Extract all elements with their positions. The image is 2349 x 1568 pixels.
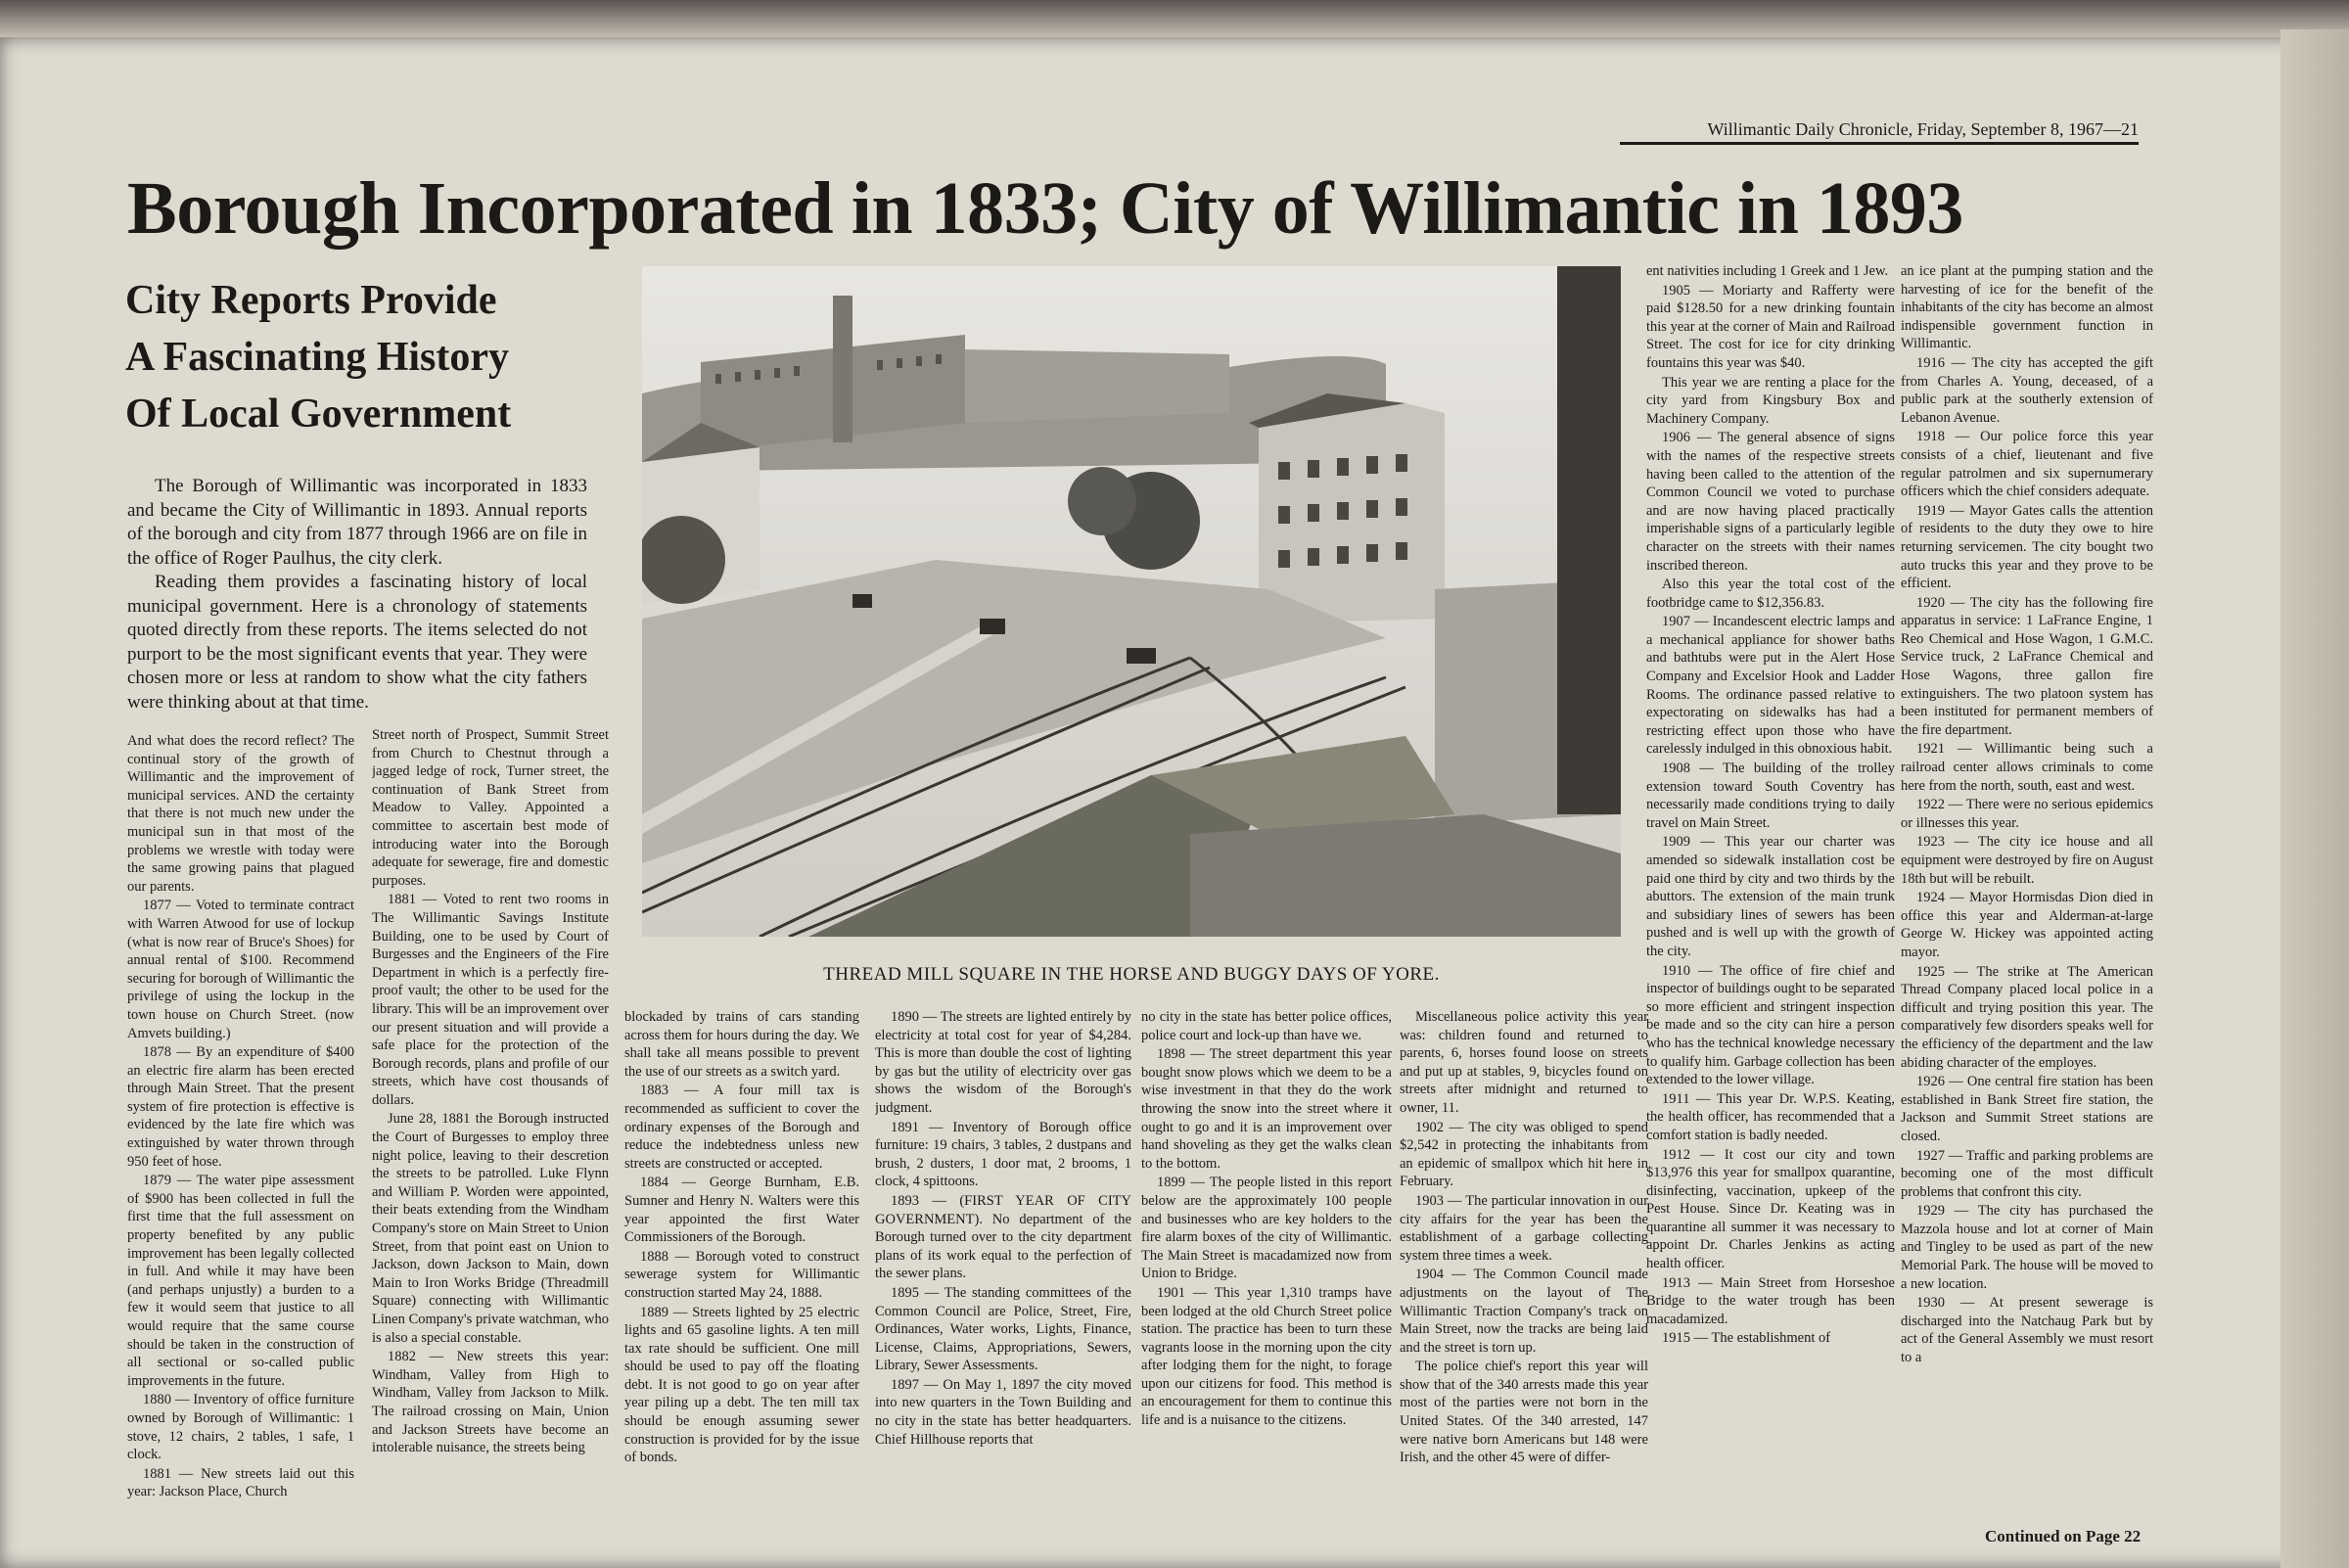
paragraph: 1911 — This year Dr. W.P.S. Keating, the health officer, has recommended that a comfort station is badly needed. bbox=[1646, 1090, 1895, 1143]
paragraph: 1895 — The standing committees of the Common Council are Police, Street, Fire, Ordinances, Water works, Lights, Finance, License, Claims, Appropriations, Sewers, Library, Sewer Assessments. bbox=[875, 1284, 1131, 1374]
paragraph: 1903 — The particular innovation in our city affairs for the year has been the establishment of a garbage collecting system three times a week. bbox=[1400, 1192, 1648, 1264]
paragraph: 1878 — By an expenditure of $400 an electric fire alarm has been erected through Main Street. That the present system of fire protection is effective is evidenced by the late fire which was extinguished by water thrown through 950 feet of hose. bbox=[127, 1044, 354, 1170]
paragraph: 1921 — Willimantic being such a railroad center allows criminals to come here from the north, south, east and west. bbox=[1901, 741, 2153, 794]
paragraph: 1901 — This year 1,310 tramps have been lodged at the old Church Street police station. The practice has been to turn these vagrants loose in the morning upon the city after lodging them for the night, to forage upon our citizens for food. This method is an encouragement for them to continue this life and is a nuisance to the citizens. bbox=[1141, 1284, 1392, 1429]
paragraph: 1929 — The city has purchased the Mazzola house and lot at corner of Main and Tingley to be used as part of the new Memorial Park. The house will be moved to a new location. bbox=[1901, 1203, 2153, 1292]
paragraph: 1905 — Moriarty and Rafferty were paid $128.50 for a new drinking fountain this year at the corner of Main and Railroad Street. The cost for ice for city drinking fountains this year was $40. bbox=[1646, 282, 1895, 371]
paragraph: Also this year the total cost of the footbridge came to $12,356.83. bbox=[1646, 576, 1895, 611]
paragraph: The police chief's report this year will show that of the 340 arrests made this year most of the parties were not born in the United States. Of the 340 arrested, 147 were native born Americans but 148 were Irish, and the other 45 were of differ- bbox=[1400, 1359, 1648, 1466]
paragraph: June 28, 1881 the Borough instructed the Court of Burgesses to employ three night police, leaving to their descretion the streets to be patrolled. Luke Flynn and William P. Worden were appointed, their beats extending from the Windham Company's store on Main Street to Union Street, from that point east on Union to Jackson, down Jackson to Main, down Main to Iron Works Bridge (Threadmill Square) connecting with Willimantic Linen Company's private watchman, who is also a special constable. bbox=[372, 1111, 609, 1346]
paragraph: 1924 — Mayor Hormisdas Dion died in office this year and Alderman-at-large George W. Hickey was appointed acting mayor. bbox=[1901, 890, 2153, 960]
paragraph: an ice plant at the pumping station and the harvesting of ice for the benefit of the inhabitants of the city has become an almost indispensible government function in Willimantic. bbox=[1901, 263, 2153, 352]
paragraph: 1910 — The office of fire chief and inspector of buildings ought to be separated so more efficient and stringent inspection be made and so the city can hire a person who has the technical knowledge necessary to qualify him. Garbage collection has been extended to the lower village. bbox=[1646, 962, 1895, 1088]
paragraph: 1913 — Main Street from Horseshoe Bridge to the water trough has been macadamized. bbox=[1646, 1274, 1895, 1327]
intro-paragraph-1: The Borough of Willimantic was incorporated in 1833 and became the City of Willimantic in 1893. Annual reports of the borough and city from 1877 through 1966 are on file in the office of Roger Paulhus, the city clerk. bbox=[127, 476, 587, 569]
paragraph: 1899 — The people listed in this report below are the approximately 100 people and businesses who are key holders to the fire alarm boxes of the city of Willimantic. The Main Street is macadamized now from Union to Bridge. bbox=[1141, 1175, 1392, 1282]
paragraph: 1889 — Streets lighted by 25 electric lights and 65 gasoline lights. A ten mill tax rate should be sufficient. One mill should be used to pay off the floating debt. It is not good to go on year after year piling up a debt. The ten mill tax should be enough assuming sewer construction is provided for by the issue of bonds. bbox=[624, 1304, 859, 1466]
paragraph: 1920 — The city has the following fire apparatus in service: 1 LaFrance Engine, 1 Reo Chemical and Hose Wagon, 1 G.M.C. Service truck, 2 LaFrance Chemical and Hose Wagons, three gallon fire extinguishers. The two platoon system has been instituted for permanent members of the fire department. bbox=[1901, 594, 2153, 738]
paragraph: 1904 — The Common Council made adjustments on the layout of The Willimantic Traction Company's track on Main Street, now the tracks are being laid and the street is torn up. bbox=[1400, 1267, 1648, 1356]
paragraph: 1907 — Incandescent electric lamps and a mechanical appliance for shower baths and bathtubs were put in the Alert Hose Company and Excelsior Hook and Ladder Rooms. The ordinance passed relative to expectorating on sidewalks has had a restricting effect upon those who have carelessly indulged in this obnoxious habit. bbox=[1646, 614, 1895, 758]
paragraph: 1916 — The city has accepted the gift from Charles A. Young, deceased, of a public park at the southerly extension of Lebanon Avenue. bbox=[1901, 354, 2153, 426]
paragraph: 1884 — George Burnham, E.B. Sumner and Henry N. Walters were this year appointed the first Water Commissioners of the Borough. bbox=[624, 1175, 859, 1246]
paragraph: 1890 — The streets are lighted entirely by electricity at total cost for year of $4,284. This is more than double the cost of lighting by gas but the utility of electricity over gas shows the wisdom of the Borough's judgment. bbox=[875, 1009, 1131, 1116]
photo-caption: THREAD MILL SQUARE IN THE HORSE AND BUGGY DAYS OF YORE. bbox=[823, 964, 1440, 985]
paragraph: 1923 — The city ice house and all equipment were destroyed by fire on August 18th but will be rebuilt. bbox=[1901, 834, 2153, 887]
paragraph: 1883 — A four mill tax is recommended as sufficient to cover the ordinary expenses of the Borough and reduce the indebtedness unless new streets are constructed or accepted. bbox=[624, 1083, 859, 1172]
headline: Borough Incorporated in 1833; City of Willimantic in 1893 bbox=[127, 167, 1963, 250]
paragraph: 1915 — The establishment of bbox=[1662, 1330, 1831, 1347]
paragraph: 1881 — Voted to rent two rooms in The Willimantic Savings Institute Building, one to be used by Court of Burgesses and the Engineers of the Fire Department in which is a perfectly fire-proof vault; the other to be used for the library. This will be an improvement over our present situation and will provide a safe place for the protection of the Borough records, plans and profile of our streets, which have cost thousands of dollars. bbox=[372, 892, 609, 1108]
article-column-3 bbox=[624, 1008, 859, 1515]
paragraph: 1902 — The city was obliged to spend $2,542 in protecting the inhabitants from an epidemic of smallpox which hit here in February. bbox=[1400, 1119, 1648, 1190]
paragraph: 1906 — The general absence of signs with the names of the respective streets having been called to the attention of the Common Council we voted to purchase and are now having placed practically imperishable signs of a particularly legible character on the streets with their names inscribed thereon. bbox=[1646, 430, 1895, 574]
paragraph: 1888 — Borough voted to construct sewerage system for Willimantic construction started May 24, 1888. bbox=[624, 1248, 859, 1301]
article-column-8 bbox=[1901, 262, 2153, 1517]
subhead-line-2: A Fascinating History bbox=[125, 335, 510, 380]
subhead-line-3: Of Local Government bbox=[125, 392, 512, 437]
paragraph: Street north of Prospect, Summit Street from Church to Chestnut through a jagged ledge of rock, Turner street, the continuation of Bank Street from Meadow to Valley. Appointed a committee to ascertain best mode of introducing water into the Borough adequate for sewerage, fire and domestic purposes. bbox=[372, 727, 609, 889]
intro-paragraph-2: Reading them provides a fascinating history of local municipal government. Here is a chronology of statements quoted directly from these reports. The items selected do not purport to be the most significant events that year. They were chosen more or less at random to show what the city fathers were thinking about at that time. bbox=[127, 572, 587, 713]
paragraph: blockaded by trains of cars standing across them for hours during the day. We shall take all means possible to prevent the use of our streets as a switch yard. bbox=[624, 1009, 859, 1080]
paragraph: 1897 — On May 1, 1897 the city moved into new quarters in the Town Building and no city in the state has better headquarters. Chief Hillhouse reports that bbox=[875, 1376, 1131, 1448]
paragraph: 1891 — Inventory of Borough office furniture: 19 chairs, 3 tables, 2 dustpans and brush, 2 dusters, 1 door mat, 2 brooms, 1 clock, 4 spittoons. bbox=[875, 1119, 1131, 1190]
paragraph: Miscellaneous police activity this year was: children found and returned to parents, 6, horses found loose on streets and put up at stables, 9, bicycles found on streets after midnight and returned to owner, 11. bbox=[1400, 1009, 1648, 1116]
paragraph: 1898 — The street department this year bought snow plows which we deem to be a wise investment in that they do the work throwing the snow into the street where it ought to go and it is an improvement over hand shoveling as they get the walks clean to the bottom. bbox=[1141, 1046, 1392, 1172]
article-column-4 bbox=[875, 1008, 1131, 1515]
paragraph: 1927 — Traffic and parking problems are becoming one of the most difficult problems that confront this city. bbox=[1901, 1147, 2153, 1200]
paragraph: 1909 — This year our charter was amended so sidewalk installation cost be paid one third by city and two thirds by the abuttors. The extension of the main trunk and subsidiary lines of sewers has been pushed and is well up with the growth of the city. bbox=[1646, 834, 1895, 959]
continued-notice: Continued on Page 22 bbox=[1985, 1527, 2142, 1545]
paragraph: 1877 — Voted to terminate contract with Warren Atwood for use of lockup (what is now rear of Bruce's Shoes) for annual rental of $100. Recommend securing for borough of Willimantic the privilege of using the lockup in the town house on Church Street. (now Amvets building.) bbox=[127, 898, 354, 1041]
adjacent-page-edge bbox=[2280, 29, 2349, 1568]
article-column-5 bbox=[1141, 1008, 1392, 1515]
paragraph: 1918 — Our police force this year consists of a chief, lieutenant and five regular patrolmen and six supernumerary officers which the chief considers adequate. bbox=[1901, 429, 2153, 500]
paragraph: 1925 — The strike at The American Thread Company placed local police in a difficult and trying position this year. The comparatively few disorders speaks well for the efficiency of the department and the law abiding character of the employes. bbox=[1901, 963, 2153, 1071]
paragraph: 1912 — It cost our city and town $13,976 this year for smallpox quarantine, disinfecting, vaccination, upkeep of the Pest House. Since Dr. Keating was in quarantine all summer it was necessary to appoint Dr. Charles Jenkins as acting health officer. bbox=[1646, 1146, 1895, 1272]
historic-photo bbox=[642, 266, 1621, 937]
paragraph: 1879 — The water pipe assessment of $900 has been collected in full the first time that the full assessment on property benefited by any public improvement has been legally collected in full. And while it may have been (and perhaps unjustly) a burden to a few it would seem that justice to all would require that the same course should be taken in the construction of all sectional or so-called public improvements in the future. bbox=[127, 1173, 354, 1389]
paragraph: 1930 — At present sewerage is discharged into the Natchaug Park but by act of the General Assembly we must resort to a bbox=[1901, 1295, 2153, 1366]
thread-mill-square-photo bbox=[642, 266, 1621, 937]
article-column-7 bbox=[1646, 262, 1895, 1525]
paragraph: This year we are renting a place for the city yard from Kingsbury Box and Machinery Company. bbox=[1646, 374, 1895, 427]
paragraph: 1926 — One central fire station has been established in Bank Street fire station, the Jackson and Summit Street stations are closed. bbox=[1901, 1074, 2153, 1144]
subhead bbox=[125, 272, 634, 442]
subhead-line-1: City Reports Provide bbox=[125, 278, 497, 323]
paragraph: 1882 — New streets this year: Windham, Valley from High to Windham, Valley from Jackson to Milk. The railroad crossing on Main, Union and Jackson Streets have become an intolerable nuisance, the streets being bbox=[372, 1349, 609, 1456]
paragraph: 1919 — Mayor Gates calls the attention of residents to the duty they owe to hire returning servicemen. The city bought two auto trucks this year and they prove to be efficient. bbox=[1901, 502, 2153, 592]
paragraph: 1880 — Inventory of office furniture owned by Borough of Willimantic: 1 stove, 12 chairs, 2 tables, 1 safe, 1 clock. bbox=[127, 1392, 354, 1463]
paragraph: ent nativities including 1 Greek and 1 Jew. bbox=[1646, 263, 1889, 279]
intro-text bbox=[127, 475, 587, 715]
paragraph: 1908 — The building of the trolley extension toward South Coventry has necessarily made conditions trying to daily travel on Main Street. bbox=[1646, 761, 1895, 831]
article-column-6 bbox=[1400, 1008, 1648, 1515]
article-column-2 bbox=[372, 726, 609, 1515]
paragraph: 1893 — (FIRST YEAR OF CITY GOVERNMENT). No department of the Borough turned over to the city department plans of its work equal to the perfection of the sewer plans. bbox=[875, 1192, 1131, 1282]
article-column-1 bbox=[127, 732, 354, 1515]
paragraph: no city in the state has better police offices, police court and lock-up than have we. bbox=[1141, 1009, 1392, 1043]
paragraph: And what does the record reflect? The continual story of the growth of Willimantic and the improvement of municipal services. AND the certainty that there is not much new under the municipal sun in that most of the problems we wrestle with today were the same growing pains that plagued our parents. bbox=[127, 733, 354, 895]
paragraph: 1881 — New streets laid out this year: Jackson Place, Church bbox=[127, 1465, 354, 1500]
dateline: Willimantic Daily Chronicle, Friday, September 8, 1967—21 bbox=[1620, 119, 2139, 145]
paragraph: 1922 — There were no serious epidemics or illnesses this year. bbox=[1901, 797, 2153, 831]
